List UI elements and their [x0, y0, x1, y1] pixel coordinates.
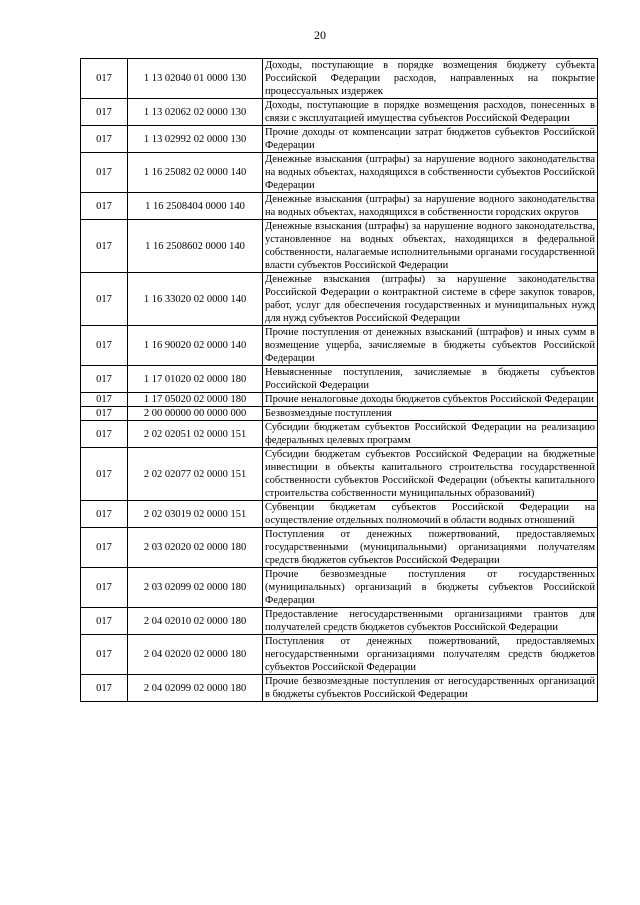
description-cell: Субсидии бюджетам субъектов Российской Федерации на реализацию федеральных целевых программ [263, 421, 598, 448]
admin-code-cell: 017 [81, 393, 128, 407]
budget-code-cell: 2 03 02020 02 0000 180 [128, 528, 263, 568]
budget-code-cell: 1 13 02040 01 0000 130 [128, 59, 263, 99]
budget-code-cell: 2 04 02099 02 0000 180 [128, 675, 263, 702]
description-cell: Поступления от денежных пожертвований, предоставляемых негосударственными организациями получателям средств бюджетов субъектов Российской Федерации [263, 635, 598, 675]
revenue-codes-table [80, 58, 598, 702]
description-cell: Прочие неналоговые доходы бюджетов субъектов Российской Федерации [263, 393, 598, 407]
admin-code-cell: 017 [81, 126, 128, 153]
description-cell: Субвенции бюджетам субъектов Российской Федерации на осуществление отдельных полномочий в области водных отношений [263, 501, 598, 528]
description-cell: Прочие доходы от компенсации затрат бюджетов субъектов Российской Федерации [263, 126, 598, 153]
budget-code-cell: 2 02 02077 02 0000 151 [128, 448, 263, 501]
table-row [81, 366, 598, 393]
table-row [81, 153, 598, 193]
budget-code-cell: 2 04 02020 02 0000 180 [128, 635, 263, 675]
budget-code-cell: 1 16 33020 02 0000 140 [128, 273, 263, 326]
description-cell: Денежные взыскания (штрафы) за нарушение водного законодательства на водных объектах, находящихся в собственности субъектов Российской Федерации [263, 153, 598, 193]
table-row [81, 99, 598, 126]
description-cell: Денежные взыскания (штрафы) за нарушение водного законодательства на водных объектах, находящихся в собственности городских округов [263, 193, 598, 220]
page-number: 20 [314, 28, 326, 42]
budget-code-cell: 1 17 01020 02 0000 180 [128, 366, 263, 393]
description-cell: Поступления от денежных пожертвований, предоставляемых государственными (муниципальными) организациями получателям средств бюджетов субъектов Российской Федерации [263, 528, 598, 568]
table-row [81, 635, 598, 675]
admin-code-cell: 017 [81, 220, 128, 273]
admin-code-cell: 017 [81, 528, 128, 568]
description-cell: Предоставление негосударственными организациями грантов для получателей средств бюджетов субъектов Российской Федерации [263, 608, 598, 635]
table-row [81, 273, 598, 326]
table-row [81, 326, 598, 366]
table-row [81, 407, 598, 421]
table-row [81, 193, 598, 220]
table-row [81, 675, 598, 702]
table-row [81, 608, 598, 635]
budget-code-cell: 2 02 02051 02 0000 151 [128, 421, 263, 448]
description-cell: Прочие безвозмездные поступления от негосударственных организаций в бюджеты субъектов Российской Федерации [263, 675, 598, 702]
admin-code-cell: 017 [81, 568, 128, 608]
description-cell: Денежные взыскания (штрафы) за нарушение законодательства Российской Федерации о контрактной системе в сфере закупок товаров, работ, услуг для обеспечения государственных и муниципальных нужд для нужд субъектов Российской Федерации [263, 273, 598, 326]
admin-code-cell: 017 [81, 635, 128, 675]
table-row [81, 393, 598, 407]
description-cell: Субсидии бюджетам субъектов Российской Федерации на бюджетные инвестиции в объекты капитального строительства государственной собственности субъектов Российской Федерации (объекты капитального строительства собственности муниципальных образований) [263, 448, 598, 501]
table-row [81, 59, 598, 99]
table-row [81, 448, 598, 501]
admin-code-cell: 017 [81, 326, 128, 366]
admin-code-cell: 017 [81, 407, 128, 421]
admin-code-cell: 017 [81, 448, 128, 501]
description-cell: Прочие безвозмездные поступления от государственных (муниципальных) организаций в бюджеты субъектов Российской Федерации [263, 568, 598, 608]
table-row [81, 568, 598, 608]
table-row [81, 126, 598, 153]
description-cell: Прочие поступления от денежных взысканий (штрафов) и иных сумм в возмещение ущерба, зачисляемые в бюджеты субъектов Российской Федерации [263, 326, 598, 366]
table-row [81, 220, 598, 273]
budget-code-cell: 2 04 02010 02 0000 180 [128, 608, 263, 635]
budget-code-cell: 1 13 02062 02 0000 130 [128, 99, 263, 126]
admin-code-cell: 017 [81, 675, 128, 702]
budget-code-cell: 1 13 02992 02 0000 130 [128, 126, 263, 153]
admin-code-cell: 017 [81, 153, 128, 193]
admin-code-cell: 017 [81, 193, 128, 220]
budget-code-cell: 2 03 02099 02 0000 180 [128, 568, 263, 608]
budget-code-cell: 1 16 90020 02 0000 140 [128, 326, 263, 366]
budget-code-cell: 2 00 00000 00 0000 000 [128, 407, 263, 421]
description-cell: Невыясненные поступления, зачисляемые в бюджеты субъектов Российской Федерации [263, 366, 598, 393]
description-cell: Безвозмездные поступления [263, 407, 598, 421]
budget-code-cell: 1 17 05020 02 0000 180 [128, 393, 263, 407]
table-row [81, 501, 598, 528]
description-cell: Денежные взыскания (штрафы) за нарушение водного законодательства, установленное на водных объектах, находящихся в федеральной собственности, налагаемые исполнительными органами государственной власти субъектов Российской Федерации [263, 220, 598, 273]
admin-code-cell: 017 [81, 273, 128, 326]
admin-code-cell: 017 [81, 366, 128, 393]
table-row [81, 528, 598, 568]
budget-code-cell: 1 16 2508602 0000 140 [128, 220, 263, 273]
admin-code-cell: 017 [81, 501, 128, 528]
budget-code-cell: 1 16 25082 02 0000 140 [128, 153, 263, 193]
admin-code-cell: 017 [81, 421, 128, 448]
budget-code-cell: 2 02 03019 02 0000 151 [128, 501, 263, 528]
description-cell: Доходы, поступающие в порядке возмещения бюджету субъекта Российской Федерации расходов, направленных на покрытие процессуальных издержек [263, 59, 598, 99]
admin-code-cell: 017 [81, 59, 128, 99]
admin-code-cell: 017 [81, 608, 128, 635]
admin-code-cell: 017 [81, 99, 128, 126]
budget-code-cell: 1 16 2508404 0000 140 [128, 193, 263, 220]
table-row [81, 421, 598, 448]
description-cell: Доходы, поступающие в порядке возмещения расходов, понесенных в связи с эксплуатацией имущества субъектов Российской Федерации [263, 99, 598, 126]
